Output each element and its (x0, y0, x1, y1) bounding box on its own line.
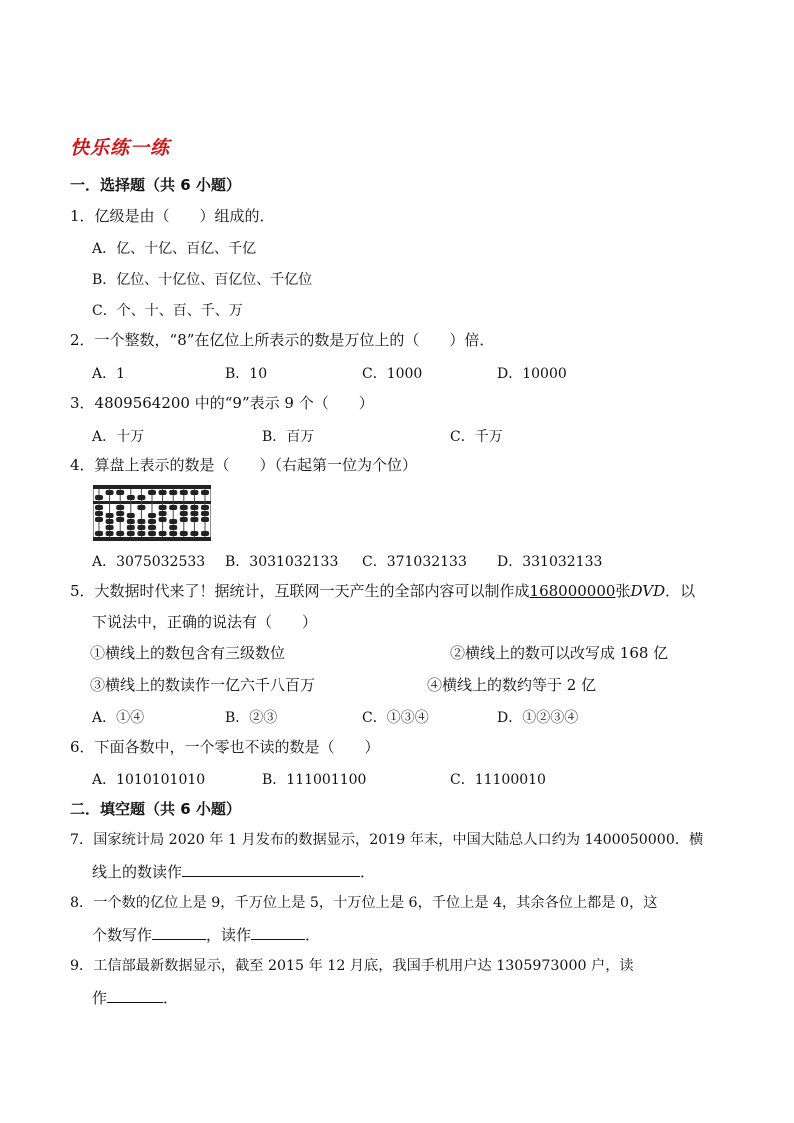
abacus-bead (159, 517, 167, 522)
question-7-line1: 7．国家统计局 2020 年 1 月发布的数据显示，2019 年末，中国大陆总人口约为 1400050000．横 (70, 832, 704, 848)
abacus-bead (148, 490, 156, 495)
question-5-stem-tail: ．以 (665, 582, 696, 600)
question-5-stem-text: 5．大数据时代来了！据统计，互联网一天产生的全部内容可以制作成 (70, 582, 530, 600)
question-1-option-a: A．亿、十亿、百亿、千亿 (92, 241, 257, 257)
abacus-bead (190, 505, 198, 510)
abacus-bead (159, 490, 167, 495)
abacus-bead (127, 531, 135, 536)
question-4-option-a: A．3075032533 (92, 554, 206, 570)
question-5-statement-1: ①横线上的数包含有三级数位 (90, 644, 286, 662)
abacus-bead (137, 525, 145, 530)
question-5-option-a: A．①④ (92, 710, 145, 726)
abacus-bead (201, 511, 209, 516)
question-9-period: ． (163, 989, 179, 1007)
question-5-stem-line2: 下说法中，正确的说法有（ ） (92, 613, 318, 631)
abacus-bead (169, 490, 177, 495)
abacus-bead (148, 519, 156, 524)
question-4-option-b: B．3031032133 (225, 554, 339, 570)
question-1-stem: 1．亿级是由（ ）组成的． (70, 207, 275, 225)
question-8-write-blank[interactable] (152, 925, 206, 940)
question-6-option-c: C．11100010 (450, 772, 546, 788)
abacus-bead (106, 525, 114, 530)
abacus-bead (169, 519, 177, 524)
question-5-statement-3: ③横线上的数读作一亿六千八百万 (90, 676, 316, 694)
abacus-bead (190, 511, 198, 516)
abacus-bead (169, 525, 177, 530)
question-4-stem: 4．算盘上表示的数是（ ）（右起第一位为个位） (70, 456, 418, 474)
question-4-option-c: C．371032133 (362, 554, 467, 570)
abacus-bead (137, 495, 145, 500)
question-5-stem-unit: 张 (615, 582, 631, 600)
question-2-stem: 2．一个整数，“8”在亿位上所表示的数是万位上的（ ）倍． (70, 331, 495, 349)
question-6-option-a: A．1010101010 (92, 772, 206, 788)
question-3-stem: 3．4809564200 中的“9”表示 9 个（ ） (70, 394, 374, 412)
abacus-bead (201, 517, 209, 522)
abacus-bead (106, 490, 114, 495)
abacus-bead (127, 513, 135, 518)
question-9-line1: 9．工信部最新数据显示，截至 2015 年 12 月底，我国手机用户达 1305973000 户，读 (70, 958, 634, 974)
question-7-answer-blank[interactable] (182, 862, 360, 877)
question-2-option-d: D．10000 (497, 366, 567, 382)
question-2-option-b: B．10 (225, 366, 268, 382)
section-heading-choice: 一．选择题（共 6 小题） (70, 176, 241, 194)
question-5-dvd: DVD (630, 582, 666, 600)
question-6-option-b: B．111001100 (262, 772, 367, 788)
abacus-bead (180, 531, 188, 536)
question-1-option-b: B．亿位、十亿位、百亿位、千亿位 (92, 272, 313, 288)
abacus-image (93, 485, 211, 541)
question-3-option-b: B．百万 (262, 429, 315, 445)
abacus-bead (95, 495, 103, 500)
abacus-bead (116, 490, 124, 495)
question-9-prompt: 作 (92, 989, 108, 1007)
abacus-bead (169, 505, 177, 510)
abacus-bead (190, 490, 198, 495)
abacus-bead (159, 531, 167, 536)
abacus-bead (95, 511, 103, 516)
abacus-bead (95, 531, 103, 536)
question-3-option-c: C．千万 (450, 429, 503, 445)
abacus-bead (137, 519, 145, 524)
question-5-option-c: C．①③④ (362, 710, 429, 726)
question-8-line2 (92, 925, 320, 945)
question-7-period: ． (360, 863, 376, 881)
question-8-read-prompt: ，读作 (206, 926, 252, 944)
question-8-period: ． (305, 926, 321, 944)
question-9-answer-blank[interactable] (107, 988, 163, 1003)
abacus-bead (116, 517, 124, 522)
question-7-line2 (92, 862, 375, 882)
abacus-bead (116, 511, 124, 516)
abacus-bead (116, 505, 124, 510)
question-8-read-blank[interactable] (251, 925, 305, 940)
question-4-option-d: D．331032133 (497, 554, 603, 570)
abacus-bead (190, 517, 198, 522)
question-5-option-d: D．①②③④ (497, 710, 579, 726)
abacus-bead (95, 517, 103, 522)
abacus-bead (201, 505, 209, 510)
question-3-option-a: A．十万 (92, 429, 145, 445)
abacus-bead (116, 531, 124, 536)
abacus-bead (180, 511, 188, 516)
question-5-statement-4: ④横线上的数约等于 2 亿 (427, 676, 597, 694)
abacus-bead (201, 490, 209, 495)
abacus-bead (180, 505, 188, 510)
question-5-underlined-number: 168000000 (529, 582, 616, 600)
abacus-bead (127, 519, 135, 524)
question-2-option-a: A．1 (92, 366, 126, 382)
question-9-line2 (92, 988, 178, 1008)
worksheet-title: 快乐练一练 (70, 137, 171, 159)
abacus-bead (137, 505, 145, 510)
abacus-bead (201, 531, 209, 536)
question-5-stem-line1 (70, 581, 695, 601)
abacus-bead (95, 505, 103, 510)
abacus-bead (106, 513, 114, 518)
question-5-option-b: B．②③ (225, 710, 278, 726)
abacus-bead (169, 531, 177, 536)
abacus-bead (190, 531, 198, 536)
question-2-option-c: C．1000 (362, 366, 423, 382)
abacus-bead (180, 517, 188, 522)
question-5-statement-2: ②横线上的数可以改写成 168 亿 (450, 644, 669, 662)
question-1-option-c: C．个、十、百、千、万 (92, 303, 243, 319)
abacus-bead (137, 531, 145, 536)
abacus-bead (148, 513, 156, 518)
question-8-write-prompt: 个数写作 (92, 926, 153, 944)
question-8-line1: 8．一个数的亿位上是 9，千万位上是 5，十万位上是 6，千位上是 4，其余各位上都是 0，这 (70, 895, 658, 911)
section-heading-fill: 二．填空题（共 6 小题） (70, 800, 241, 818)
question-6-stem: 6．下面各数中，一个零也不读的数是（ ） (70, 738, 380, 756)
abacus-bead (106, 519, 114, 524)
question-7-prompt: 线上的数读作 (92, 863, 183, 881)
abacus-bead (159, 511, 167, 516)
abacus-bead (159, 505, 167, 510)
abacus-bead (127, 525, 135, 530)
abacus-bead (106, 531, 114, 536)
abacus-bead (148, 525, 156, 530)
abacus-bead (180, 490, 188, 495)
abacus-bead (127, 495, 135, 500)
abacus-bead (148, 531, 156, 536)
